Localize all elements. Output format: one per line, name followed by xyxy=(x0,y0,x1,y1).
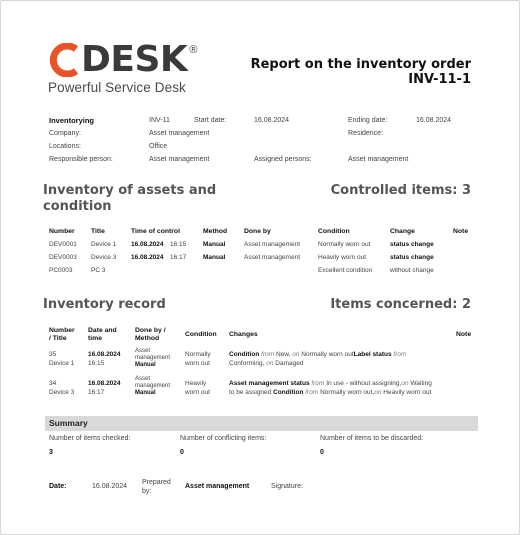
table-row-cell: 16:15 xyxy=(88,360,105,367)
record-heading: Inventory record xyxy=(43,297,166,312)
change-field: Condition xyxy=(229,351,260,358)
report-number: INV-11-1 xyxy=(408,72,471,87)
table-row-cell: Manual xyxy=(135,390,156,396)
items-checked-value: 3 xyxy=(49,449,53,456)
table-row-cell: PC 3 xyxy=(91,267,106,274)
table-row-cell: Excellent condition xyxy=(318,267,373,274)
change-new-value: Heavily worn out xyxy=(383,389,432,396)
table-row-cell: Normally xyxy=(185,351,211,358)
table-row-cell: DEV0001 xyxy=(49,241,77,248)
table-row-cell: Manual xyxy=(203,254,226,261)
col-number-title xyxy=(49,327,75,343)
record-table xyxy=(49,327,474,399)
table-row-cell: Device 1 xyxy=(91,241,117,248)
signature-label: Signature: xyxy=(271,483,303,490)
items-concerned: Items concerned: 2 xyxy=(330,297,471,312)
table-row-cell: Heavily worn out xyxy=(318,254,367,261)
logo xyxy=(48,39,198,95)
start-date-value: 16.08.2024 xyxy=(254,117,290,124)
table-row-cell xyxy=(229,389,431,397)
conflicting-items-label: Number of conflicting items: xyxy=(180,435,267,442)
col-done-by: Done by xyxy=(244,228,271,235)
table-row-cell: 34 xyxy=(49,380,57,387)
company-label: Company: xyxy=(49,130,81,137)
logo-wordmark: DESK xyxy=(81,39,188,80)
table-row-cell xyxy=(229,380,432,388)
residence-label: Residence: xyxy=(348,130,384,137)
date-value: 16.08.2024 xyxy=(92,483,128,490)
change-old-value: New, xyxy=(275,351,291,358)
col-note: Note xyxy=(453,228,469,235)
table-row-cell: 16:17 xyxy=(88,389,105,396)
table-row-cell: PC0003 xyxy=(49,267,73,274)
table-row-cell: Manual xyxy=(135,362,156,368)
col-date-time-line1: Date and xyxy=(88,327,117,334)
inventorying-value: INV-11 xyxy=(149,117,170,124)
ending-date-label: Ending date: xyxy=(348,117,388,124)
change-on: on xyxy=(374,389,382,396)
responsible-label: Responsible person: xyxy=(49,156,113,163)
change-on: on xyxy=(292,351,300,358)
table-row-cell: 35 xyxy=(49,351,57,358)
table-row-cell: Asset xyxy=(135,376,151,382)
logo-tagline: Powerful Service Desk xyxy=(48,80,186,95)
col-done-by-method-line1: Done by / xyxy=(135,327,166,334)
table-row-cell: Asset management xyxy=(244,241,301,248)
start-date-label: Start date: xyxy=(194,117,227,124)
change-field: Asset management status xyxy=(229,380,310,387)
discarded-items-value: 0 xyxy=(320,449,324,456)
change-new-value: Normally worn out xyxy=(301,351,354,358)
table-row-cell: Manual xyxy=(203,241,226,248)
table-row-cell: 16:15 xyxy=(170,241,187,248)
company-value: Asset management xyxy=(149,130,210,137)
discarded-items-label: Number of items to be discarded: xyxy=(320,435,424,442)
locations-label: Locations: xyxy=(49,143,81,150)
table-row-cell: Heavily xyxy=(185,380,207,387)
change-field: Label status xyxy=(353,351,392,358)
table-row-cell: Device 3 xyxy=(49,389,75,396)
locations-value: Office xyxy=(149,143,168,150)
assets-table xyxy=(49,228,474,278)
change-old-value: In use - without assigning, xyxy=(326,380,402,387)
table-row-cell: 16.08.2024 xyxy=(131,241,164,248)
col-condition: Condition xyxy=(185,331,217,338)
table-row-cell: 16:17 xyxy=(170,254,187,261)
change-new-value: Waiting xyxy=(410,380,432,387)
change-from: from xyxy=(393,351,407,358)
col-condition: Condition xyxy=(318,228,350,235)
col-time-of-control: Time of control xyxy=(131,228,180,235)
report-title-block xyxy=(251,57,471,87)
inventorying-label: Inventorying xyxy=(49,116,95,125)
items-checked-label: Number of items checked: xyxy=(49,435,131,442)
table-row-cell: DEV0003 xyxy=(49,254,77,261)
prepared-label-line1: Prepared xyxy=(142,479,171,486)
assigned-label: Assigned persons: xyxy=(254,156,312,163)
table-row-cell: 16.08.2024 xyxy=(131,254,164,261)
table-row-cell: Asset xyxy=(135,348,151,354)
col-note: Note xyxy=(456,331,472,338)
date-label: Date: xyxy=(49,483,67,490)
table-row-cell: status change xyxy=(390,254,434,261)
change-on: on xyxy=(266,360,274,367)
col-title: Title xyxy=(91,228,105,235)
table-row-cell: Asset management xyxy=(244,254,301,261)
summary-heading: Summary xyxy=(45,416,478,431)
table-row-cell: Normally worn out xyxy=(318,241,371,248)
ending-date-value: 16.08.2024 xyxy=(416,117,452,124)
logo-registered-mark: ® xyxy=(189,44,198,56)
table-row-cell xyxy=(229,351,406,359)
order-info xyxy=(49,114,479,166)
controlled-items: Controlled items: 3 xyxy=(330,183,471,198)
table-row-cell: Device 3 xyxy=(91,254,117,261)
table-row-cell: worn out xyxy=(185,389,210,396)
change-new-value: to be assigned xyxy=(229,389,272,396)
responsible-value: Asset management xyxy=(149,156,210,163)
change-old-value: Normally worn out, xyxy=(320,389,375,396)
logo-c-icon xyxy=(48,43,80,77)
change-from: from xyxy=(311,380,325,387)
change-from: from xyxy=(305,389,319,396)
table-row-cell: worn out xyxy=(185,360,210,367)
table-row-cell: 16.08.2024 xyxy=(88,380,121,387)
col-date-time-line2: time xyxy=(88,335,102,342)
report-title: Report on the inventory order xyxy=(250,57,471,72)
col-change: Change xyxy=(390,228,415,235)
col-number-title-line2: / Title xyxy=(49,335,67,342)
change-old-value: Conforming, xyxy=(229,360,265,367)
col-number-title-line1: Number xyxy=(49,327,75,334)
col-changes: Changes xyxy=(229,331,258,338)
change-field: Condition xyxy=(273,389,304,396)
conflicting-items-value: 0 xyxy=(180,449,184,456)
change-from: from xyxy=(261,351,275,358)
col-method: Method xyxy=(203,228,228,235)
assigned-value: Asset management xyxy=(348,156,409,163)
change-new-value: Damaged xyxy=(275,360,304,367)
prepared-label-line2: by: xyxy=(142,488,152,495)
col-date-time xyxy=(88,327,117,343)
assets-heading: Inventory of assets and condition xyxy=(43,183,217,214)
prepared-by-value: Asset management xyxy=(185,483,250,490)
col-number: Number xyxy=(49,228,75,235)
table-row-cell: status change xyxy=(390,241,434,248)
table-row-cell: management xyxy=(135,355,171,361)
col-done-by-method xyxy=(135,327,166,343)
table-row-cell: without change xyxy=(390,267,434,274)
change-on: on xyxy=(401,380,409,387)
table-row-cell xyxy=(229,360,303,368)
table-row-cell: management xyxy=(135,383,171,389)
table-row-cell: 16.08.2024 xyxy=(88,351,121,358)
table-row-cell: Device 1 xyxy=(49,360,75,367)
col-done-by-method-line2: Method xyxy=(135,335,160,342)
